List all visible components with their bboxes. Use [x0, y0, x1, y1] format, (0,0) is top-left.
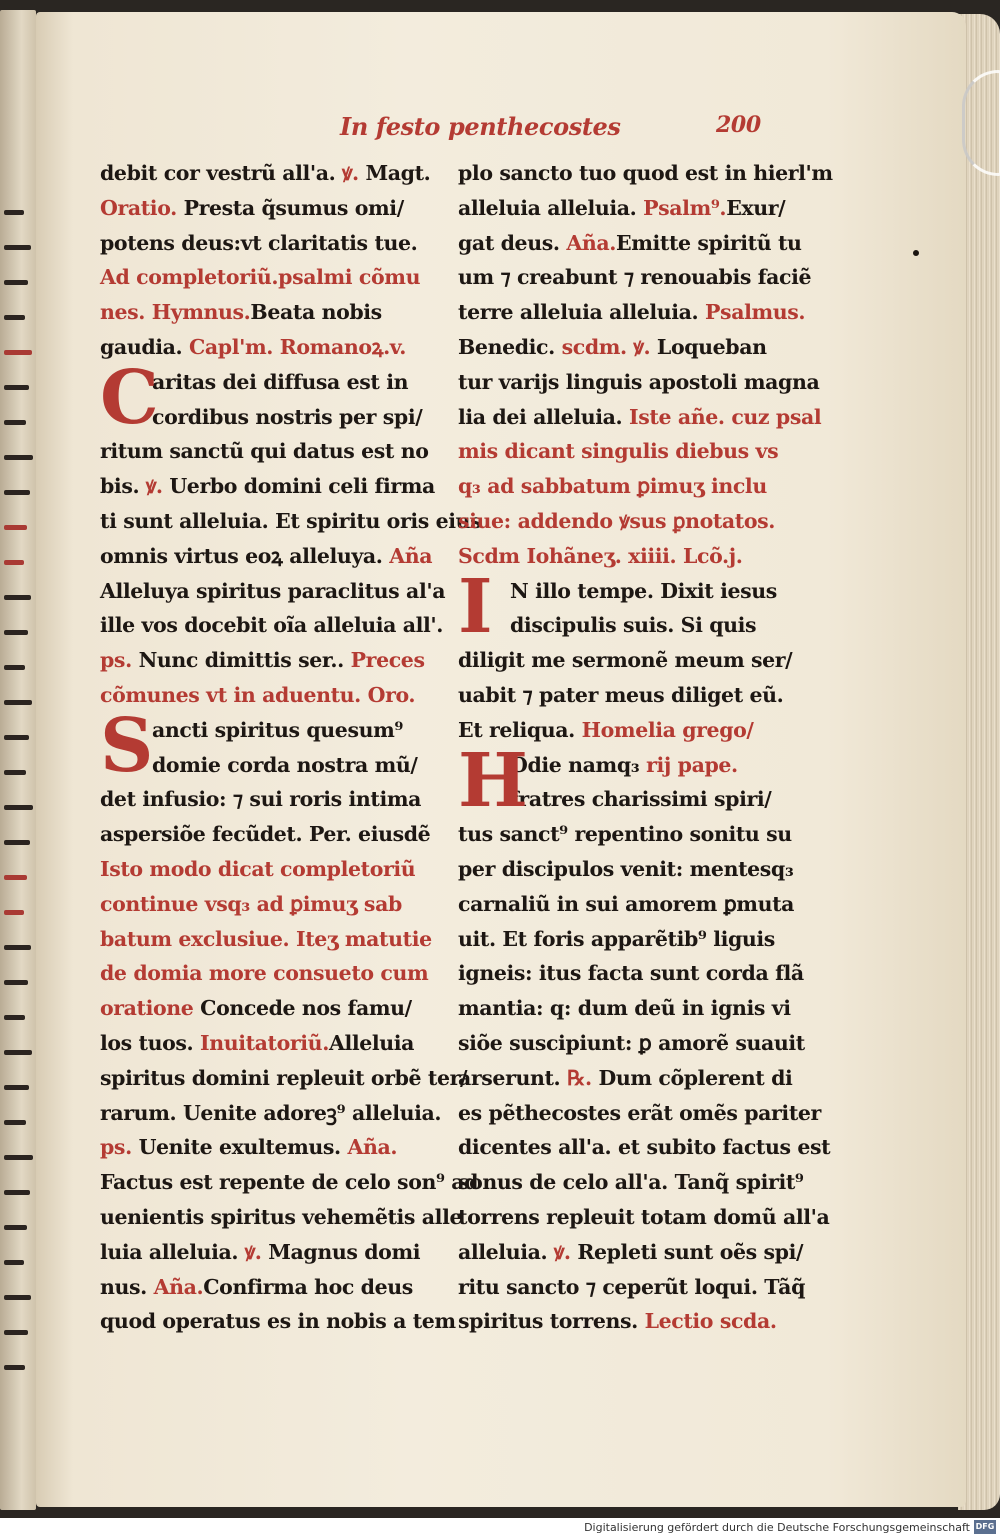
body-text: Magt. — [365, 161, 431, 185]
body-text: nus. — [100, 1274, 154, 1299]
text-line — [100, 1304, 456, 1339]
body-text: torrens repleuit totam domũ all'a — [458, 1204, 830, 1229]
body-text: uabit ⁊ pater meus diliget eũ. — [458, 682, 784, 707]
body-text: lia dei alleluia. — [458, 404, 630, 429]
body-text: Beata nobis — [250, 300, 382, 325]
sliver-line — [4, 1120, 26, 1125]
dfg-logo: DFG — [974, 1520, 996, 1534]
body-text: igneis: itus facta sunt corda flã — [458, 961, 804, 986]
rubric-text: siue: addendo ꝟsus ꝑnotatos. — [458, 508, 776, 533]
text-line — [458, 608, 798, 643]
text-line — [100, 1096, 440, 1131]
body-text: ancti spiritus quesum⁹ — [152, 717, 403, 742]
body-text: Odie namq₃ — [510, 752, 647, 777]
text-line — [100, 852, 440, 887]
body-text: um ⁊ creabunt ⁊ renouabis faciẽ — [458, 265, 812, 290]
initial-letter: C — [100, 354, 159, 441]
rubric-text: Scdm Iohãneʒ. xiiii. Lcõ.j. — [458, 543, 743, 568]
body-text: alleluia alleluia. — [458, 195, 644, 220]
body-text: Presta q̃sumus omi/ — [176, 195, 404, 220]
rubric-text: Oratio. — [100, 195, 177, 220]
rubric-text: oratione — [100, 996, 201, 1021]
sliver-line — [4, 385, 29, 390]
rubric-text: ps. — [100, 648, 139, 673]
initial-letter: I — [458, 563, 493, 650]
body-text: arserunt. — [458, 1065, 568, 1090]
rubric-text: Homelia grego/ — [581, 717, 754, 742]
sliver-line — [4, 1015, 25, 1020]
text-line — [100, 817, 440, 852]
body-text: carnaliũ in sui amorem ꝑmuta — [458, 891, 795, 916]
text-line — [458, 504, 798, 539]
body-text: Exur/ — [726, 195, 786, 220]
body-text: terre alleluia alleluia. — [458, 300, 706, 325]
body-text: tur varijs linguis apostoli magna — [458, 369, 820, 394]
text-line — [458, 330, 798, 365]
sliver-line — [4, 420, 26, 425]
body-text: tus sanct⁹ repentino sonitu su — [458, 822, 792, 847]
text-line — [458, 1026, 805, 1061]
text-line — [458, 956, 804, 991]
left-page-edge — [0, 10, 36, 1510]
initial-letter: S — [100, 702, 154, 789]
sliver-line — [4, 700, 32, 705]
text-line — [458, 887, 798, 922]
body-text: r vestrũ all'a. — [189, 161, 343, 185]
text-line — [458, 1270, 806, 1305]
text-line — [458, 295, 806, 330]
rubric-text: batum exclusiue. Iteʒ matutie — [100, 926, 432, 951]
text-line — [458, 539, 798, 574]
sliver-line — [4, 1225, 27, 1230]
rubric-text: scdm. ꝟ. — [561, 334, 651, 359]
text-line — [458, 1130, 831, 1165]
body-text: debit co — [100, 161, 190, 185]
sliver-line — [4, 1190, 30, 1195]
sliver-line — [4, 455, 33, 460]
rubric-text: ꝟ. — [244, 1239, 269, 1264]
text-line — [458, 643, 798, 678]
body-text: Uenite exultemus. — [138, 1135, 348, 1160]
text-line — [100, 156, 440, 191]
sliver-line — [4, 525, 27, 530]
body-text: sonus de celo all'a. Tanq̃ spirit⁹ — [458, 1170, 804, 1195]
text-line — [458, 226, 802, 261]
body-text: Magnus domi — [268, 1239, 421, 1264]
ink-spot — [913, 250, 919, 256]
text-line — [458, 922, 798, 957]
body-text: Nunc dimittis ser.. — [138, 648, 351, 673]
text-line — [458, 1235, 804, 1270]
rubric-text: Aña. — [566, 230, 616, 255]
body-text: fratres charissimi spiri/ — [510, 787, 772, 812]
body-text: es pẽthecostes erãt omẽs pariter — [458, 1100, 821, 1125]
folio-number: 200 — [716, 112, 761, 138]
body-text: Benedic. — [458, 334, 562, 359]
rubric-text: q₃ ad sabbatum ꝑimuʒ inclu — [458, 474, 767, 499]
sliver-line — [4, 280, 28, 285]
body-text: gat deus. — [458, 230, 567, 255]
sliver-line — [4, 630, 28, 635]
sliver-line — [4, 840, 30, 845]
rubric-text: nes. Hymnus. — [100, 300, 251, 325]
body-text: omnis virtus eoꝝ alleluya. — [100, 543, 390, 568]
text-line — [100, 260, 440, 295]
text-line — [458, 574, 798, 609]
rubric-text: Capl'm. Romanoꝝ.v. — [189, 334, 406, 359]
rubric-text: Iste añe. cuz psal — [629, 404, 822, 429]
rubric-text: Psalm⁹. — [643, 195, 727, 220]
body-text: Emitte spiritũ tu — [615, 230, 802, 255]
sliver-line — [4, 945, 31, 950]
body-text: aspersiõe fecũdet. Per. eiusdẽ — [100, 822, 431, 847]
body-text: aritas dei diffusa est in — [152, 369, 409, 394]
text-line — [100, 191, 440, 226]
body-text: cordibus nostris per spi/ — [152, 404, 423, 429]
text-line — [100, 1235, 440, 1270]
text-line — [100, 226, 440, 261]
sliver-line — [4, 875, 27, 880]
body-text: bis. — [100, 474, 146, 499]
body-text: plo sancto tuo quod est in hierl'm — [458, 161, 833, 185]
rubric-text: Isto modo dicat completoriũ — [100, 856, 416, 881]
running-head: In festo penthecostes — [340, 112, 621, 141]
sliver-line — [4, 1155, 33, 1160]
text-line — [100, 504, 482, 539]
text-line — [458, 1061, 798, 1096]
text-line — [100, 1130, 440, 1165]
sliver-line — [4, 595, 31, 600]
text-line — [458, 1096, 821, 1131]
rubric-text: ℞. — [567, 1065, 592, 1090]
text-line — [100, 922, 440, 957]
body-text: rarum. Uenite adoreꝫ⁹ alleluia. — [100, 1100, 442, 1125]
sliver-line — [4, 1050, 32, 1055]
body-text: ille vos docebit oĩa alleluia all'. — [100, 613, 444, 638]
text-line — [458, 434, 798, 469]
sliver-line — [4, 210, 24, 215]
sliver-line — [4, 350, 32, 355]
body-text: det infusio: ⁊ sui roris intima — [100, 787, 422, 812]
body-text: siõe suscipiunt: ꝑ amorẽ suauit — [458, 1030, 805, 1055]
sliver-line — [4, 805, 33, 810]
text-line — [100, 1061, 468, 1096]
rubric-text: ꝟ. — [145, 474, 170, 499]
text-line — [458, 991, 798, 1026]
body-text: Factus est repente de celo son⁹ ad — [100, 1170, 479, 1195]
body-text: mantia: q: dum deũ in ignis vi — [458, 996, 791, 1021]
sliver-line — [4, 1365, 25, 1370]
rubric-text: Lectio scda. — [644, 1309, 777, 1334]
body-text: Confirma hoc deus — [203, 1274, 413, 1299]
sliver-line — [4, 245, 31, 250]
text-line — [100, 1026, 440, 1061]
page-clip — [962, 70, 1000, 176]
text-line — [100, 539, 440, 574]
text-column-left — [100, 156, 482, 1339]
sliver-line — [4, 665, 25, 670]
body-text: N illo tempe. Dixit iesus — [510, 578, 777, 603]
body-text: los tuos. — [100, 1030, 201, 1055]
body-text: uit. Et foris apparẽtib⁹ liguis — [458, 926, 775, 951]
sliver-line — [4, 560, 24, 565]
text-line — [100, 295, 440, 330]
body-text: spiritus domini repleuit orbẽ ter/ — [100, 1065, 468, 1090]
text-line — [458, 1165, 804, 1200]
sliver-line — [4, 980, 28, 985]
sliver-line — [4, 315, 25, 320]
body-text: Alleluya spiritus paraclitus al'a — [100, 578, 446, 603]
footer-credit: Digitalisierung gefördert durch die Deutsche Forschungsgemeinschaft — [584, 1521, 970, 1534]
sliver-line — [4, 490, 30, 495]
rubric-text: Inuitatoriũ. — [200, 1030, 329, 1055]
text-line — [100, 1200, 463, 1235]
rubric-text: continue vsq₃ ad ꝑimuʒ sab — [100, 891, 402, 916]
text-line — [458, 156, 833, 191]
sliver-line — [4, 1295, 31, 1300]
text-line — [458, 678, 798, 713]
body-text: per discipulos venit: mentesq₃ — [458, 856, 794, 881]
body-text: luia alleluia. — [100, 1239, 245, 1264]
body-text: gaudia. — [100, 334, 189, 359]
text-line — [458, 191, 798, 226]
sliver-line — [4, 910, 24, 915]
sliver-line — [4, 1085, 29, 1090]
body-text: ritu sancto ⁊ ceperũt loqui. Tãq̃ — [458, 1274, 806, 1299]
text-line — [100, 1165, 479, 1200]
body-text: potens deus:vt claritatis tue. — [100, 230, 418, 255]
sliver-line — [4, 735, 29, 740]
body-text: ti sunt alleluia. Et spiritu oris eius — [100, 508, 482, 533]
body-text: quod operatus es in nobis a tem — [100, 1309, 456, 1334]
body-text: Repleti sunt oẽs spi/ — [577, 1239, 804, 1264]
sliver-line — [4, 1330, 28, 1335]
body-text: Concede nos famu/ — [200, 996, 412, 1021]
text-line — [458, 852, 798, 887]
rubric-text: Aña. — [153, 1274, 204, 1299]
body-text: Dum cõplerent di — [591, 1065, 793, 1090]
text-line — [100, 887, 440, 922]
text-line — [100, 643, 440, 678]
body-text: Alleluia — [328, 1030, 415, 1055]
rubric-text: Psalmus. — [705, 300, 806, 325]
rubric-text: Aña. — [347, 1135, 398, 1160]
body-text: Et reliqua. — [458, 717, 582, 742]
body-text: dicentes all'a. et subito factus est — [458, 1135, 831, 1160]
body-text: Uerbo domini celi firma — [169, 474, 435, 499]
text-line — [458, 469, 798, 504]
body-text: uenientis spiritus vehemẽtis alle — [100, 1204, 463, 1229]
body-text: diligit me sermonẽ meum ser/ — [458, 648, 793, 673]
initial-letter: H — [458, 737, 528, 824]
sliver-line — [4, 1260, 24, 1265]
text-line — [458, 400, 822, 435]
text-line — [100, 574, 446, 609]
rubric-text: mis dicant singulis diebus vs — [458, 439, 779, 464]
rubric-text: ꝟ. — [342, 161, 366, 185]
text-line — [100, 1270, 440, 1305]
text-line — [100, 469, 440, 504]
rubric-text: ꝟ. — [553, 1239, 578, 1264]
body-text: ritum sanctũ qui datus est no — [100, 439, 429, 464]
text-line — [458, 1200, 830, 1235]
rubric-text: ps. — [100, 1135, 139, 1160]
rubric-text: Aña — [389, 543, 433, 568]
text-line — [458, 365, 820, 400]
rubric-text: cõmunes vt in aduentu. Oro. — [100, 682, 416, 707]
body-text: domie corda nostra mũ/ — [152, 752, 418, 777]
body-text: alleluia. — [458, 1239, 554, 1264]
text-line — [100, 956, 440, 991]
text-line — [100, 608, 444, 643]
text-line — [458, 1304, 798, 1339]
sliver-line — [4, 770, 26, 775]
body-text: spiritus torrens. — [458, 1309, 645, 1334]
rubric-text: de domia more consueto cum — [100, 961, 429, 986]
body-text: discipulis suis. Si quis — [510, 613, 757, 638]
rubric-text: Preces — [350, 648, 425, 673]
text-column-right — [458, 156, 833, 1339]
body-text: Loqueban — [650, 334, 767, 359]
rubric-text: rij pape. — [646, 752, 738, 777]
text-line — [100, 991, 440, 1026]
text-line — [458, 260, 812, 295]
rubric-text: Ad completoriũ.psalmi cõmu — [100, 265, 421, 290]
